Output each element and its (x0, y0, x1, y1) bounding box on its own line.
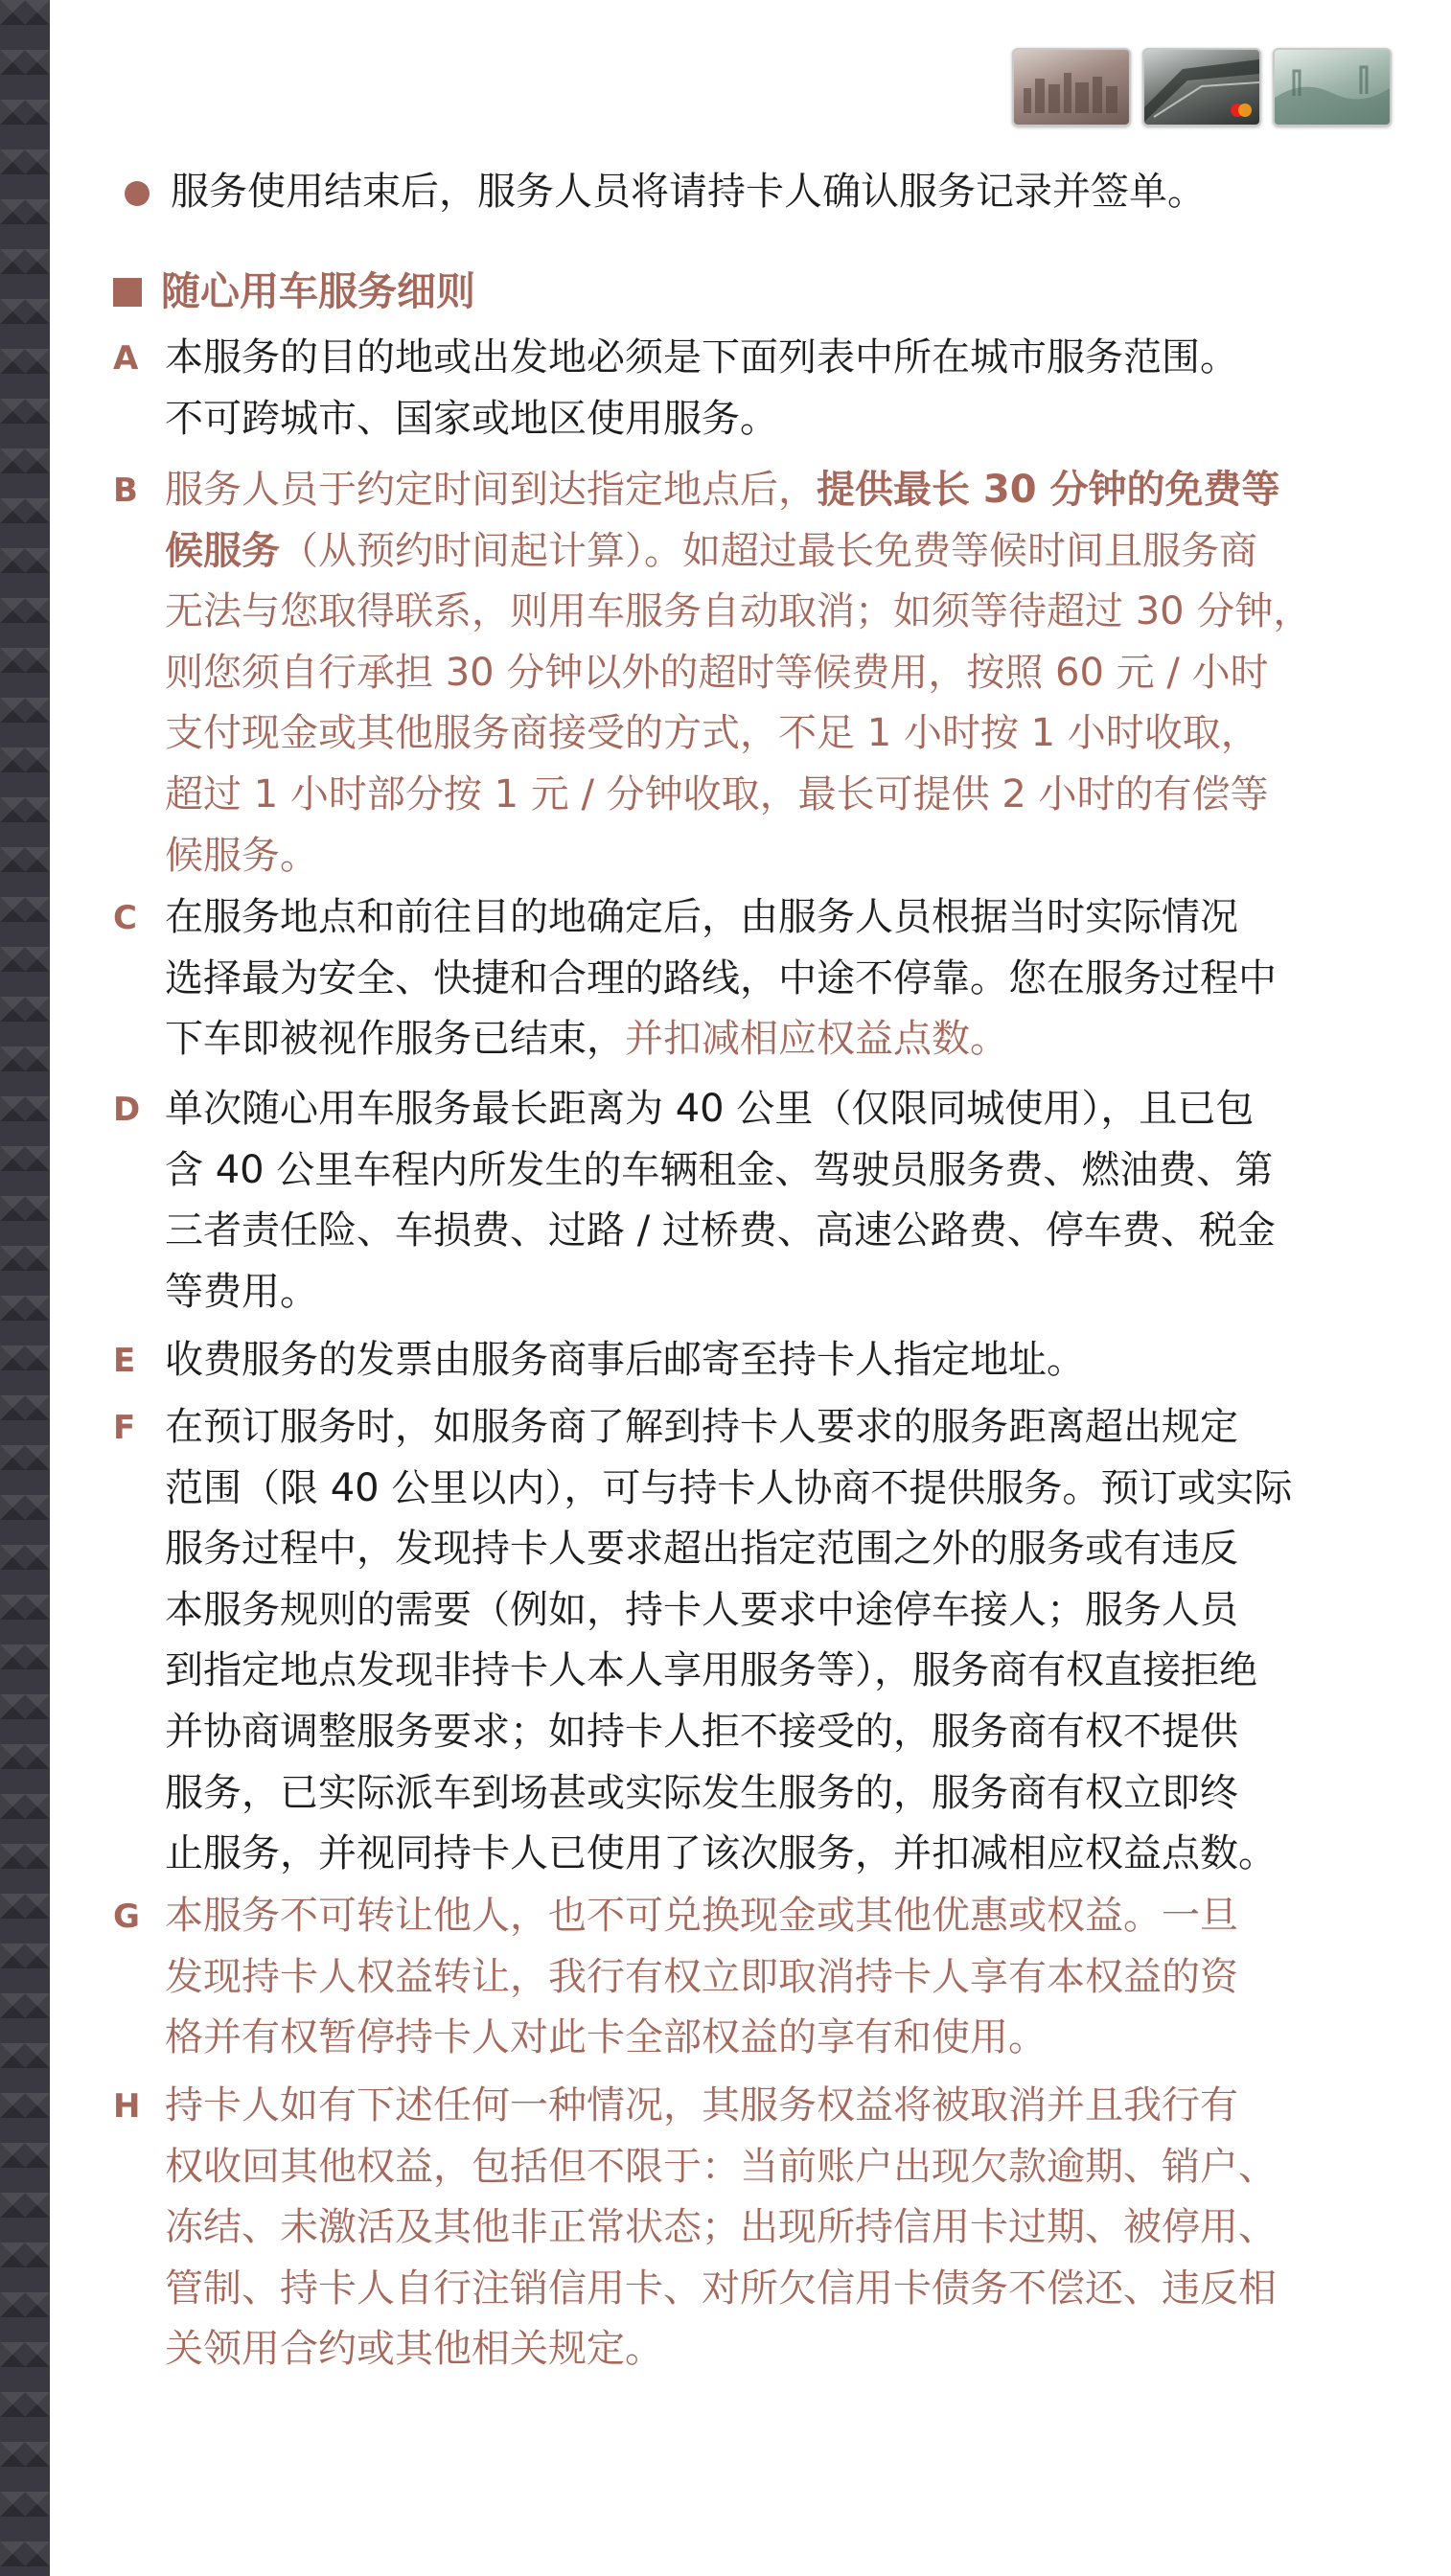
rule-text: （从预约时间起计算）。如超过最长免费等候时间且服务商 (280, 528, 1257, 573)
square-bullet-icon (113, 278, 142, 307)
rule-line: 格并有权暂停持卡人对此卡全部权益的享有和使用。 (165, 2015, 1047, 2060)
rule-line: 选择最为安全、快捷和合理的路线，中途不停靠。您在服务过程中 (165, 955, 1277, 1000)
rule-line: 在服务地点和前往目的地确定后，由服务人员根据当时实际情况 (165, 895, 1238, 939)
rule-text-highlight: 并扣减相应权益点数。 (625, 1017, 1008, 1062)
rule-line (165, 521, 1311, 583)
item-letter: D (113, 1091, 141, 1129)
section-title (113, 261, 475, 322)
rule-line: 在预订服务时，如服务商了解到持卡人要求的服务距离超出规定 (165, 1405, 1238, 1449)
item-letter: F (113, 1409, 136, 1447)
rule-line: 发现持卡人权益转让，我行有权立即取消持卡人享有本权益的资 (165, 1954, 1238, 1999)
bullet-dot-icon (125, 181, 150, 206)
rule-line: 持卡人如有下述任何一种情况，其服务权益将被取消并且我行有 (165, 2083, 1238, 2128)
rule-line: 止服务，并视同持卡人已使用了该次服务，并扣减相应权益点数。 (165, 1831, 1277, 1876)
section-title-text: 随心用车服务细则 (161, 268, 475, 314)
rule-line: 含 40 公里车程内所发生的车辆租金、驾驶员服务费、燃油费、第 (165, 1147, 1274, 1192)
rule-line: 等费用。 (165, 1269, 318, 1314)
intro-bullet (125, 161, 1390, 222)
rule-line: 关领用合约或其他相关规定。 (165, 2327, 663, 2372)
rule-line: 服务过程中，发现持卡人要求超出指定范围之外的服务或有违反 (165, 1527, 1238, 1572)
item-letter: C (113, 899, 137, 937)
rule-line: 到指定地点发现非持卡人本人享用服务等），服务商有权直接拒绝 (165, 1648, 1257, 1693)
item-letter: H (113, 2087, 141, 2126)
rule-line: 超过 1 小时部分按 1 元 / 分钟收取，最长可提供 2 小时的有偿等 (165, 771, 1269, 816)
card-image-2 (1142, 48, 1261, 126)
rule-line: 候服务。 (165, 833, 318, 878)
rule-line: 范围（限 40 公里以内），可与持卡人协商不提供服务。预订或实际 (165, 1465, 1293, 1510)
rule-line: 不可跨城市、国家或地区使用服务。 (165, 396, 778, 441)
rule-line: 则您须自行承担 30 分钟以外的超时等候费用，按照 60 元 / 小时 (165, 650, 1269, 695)
item-letter: B (113, 472, 138, 510)
rule-line (165, 1009, 1277, 1070)
intro-bullet-text: 服务使用结束后，服务人员将请持卡人确认服务记录并签单。 (171, 170, 1206, 214)
rule-text: 下车即被视作服务已结束， (165, 1017, 625, 1062)
rule-line: 本服务的目的地或出发地必须是下面列表中所在城市服务范围。 (165, 335, 1238, 380)
card-image-1 (1012, 48, 1131, 126)
rule-line: 服务，已实际派车到场甚或实际发生服务的，服务商有权立即终 (165, 1770, 1238, 1815)
header-card-images (1012, 48, 1392, 126)
rule-text-bold: 候服务 (165, 528, 280, 573)
rule-line: 本服务不可转让他人，也不可兑换现金或其他优惠或权益。一旦 (165, 1894, 1238, 1938)
rule-line (165, 460, 1311, 521)
rule-line: 三者责任险、车损费、过路 / 过桥费、高速公路费、停车费、税金 (165, 1208, 1276, 1254)
rule-text: 服务人员于约定时间到达指定地点后， (165, 468, 817, 512)
rule-line: 收费服务的发票由服务商事后邮寄至持卡人指定地址。 (165, 1338, 1085, 1382)
rule-line: 无法与您取得联系，则用车服务自动取消；如须等待超过 30 分钟， (165, 589, 1312, 634)
rule-text-bold: 提供最长 30 分钟的免费等 (817, 468, 1280, 512)
item-letter: G (113, 1898, 140, 1936)
mastercard-icon (1231, 104, 1252, 117)
rule-line: 管制、持卡人自行注销信用卡、对所欠信用卡债务不偿还、违反相 (165, 2266, 1277, 2311)
item-letter: E (113, 1342, 136, 1380)
rule-line: 支付现金或其他服务商接受的方式，不足 1 小时按 1 小时收取， (165, 711, 1259, 756)
decorative-side-strip (0, 0, 50, 2576)
card-image-3 (1273, 48, 1392, 126)
rule-line: 单次随心用车服务最长距离为 40 公里（仅限同城使用），且已包 (165, 1087, 1255, 1131)
rule-line: 并协商调整服务要求；如持卡人拒不接受的，服务商有权不提供 (165, 1709, 1238, 1754)
rule-line: 冻结、未激活及其他非正常状态；出现所持信用卡过期、被停用、 (165, 2205, 1277, 2250)
rule-line: 本服务规则的需要（例如，持卡人要求中途停车接人；服务人员 (165, 1587, 1238, 1632)
item-letter: A (113, 339, 139, 378)
rule-line: 权收回其他权益，包括但不限于：当前账户出现欠款逾期、销户、 (165, 2144, 1277, 2189)
